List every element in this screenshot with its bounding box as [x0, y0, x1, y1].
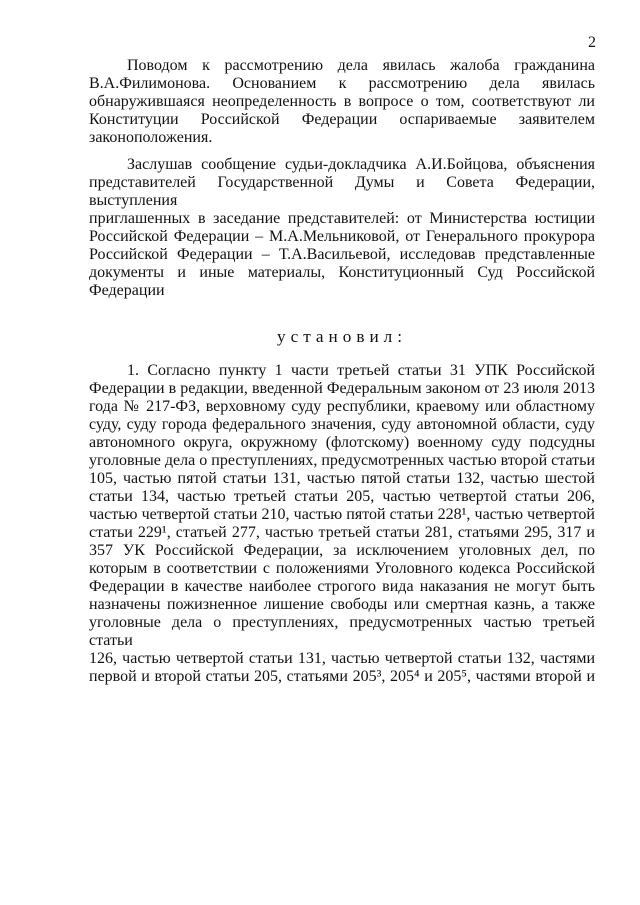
- text-line: года № 217-ФЗ, верховному суду республики, краевому или областному: [89, 398, 595, 416]
- text-line: суду, суду города федерального значения, суду автономной области, суду: [89, 416, 595, 434]
- text-line: Федерации в редакции, введенной Федеральным законом от 23 июля 2013: [89, 380, 595, 398]
- text-line: первой и второй статьи 205, статьями 205³, 205⁴ и 205⁵, частями второй и: [89, 668, 595, 686]
- text-line: частью четвертой статьи 210, частью пятой статьи 228¹, частью четвертой: [89, 506, 595, 524]
- text-line: Федерации в качестве наиболее строгого вида наказания не могут быть: [89, 578, 595, 596]
- text-line: представителей Государственной Думы и Совета Федерации, выступления: [89, 174, 595, 209]
- text-line: обнаружившаяся неопределенность в вопросе о том, соответствуют ли: [89, 93, 595, 110]
- text-line: Заслушав сообщение судьи-докладчика А.И.Бойцова, объяснения: [127, 156, 595, 173]
- text-line: В.А.Филимонова. Основанием к рассмотрению дела явилась: [89, 75, 595, 92]
- text-line: 105, частью пятой статьи 131, частью пятой статьи 132, частью шестой: [89, 470, 595, 488]
- paragraph-complaint: [89, 57, 595, 147]
- text-line: Российской Федерации – Т.А.Васильевой, исследовав представленные: [89, 246, 595, 263]
- section-heading: установил:: [276, 327, 408, 346]
- text-line: статьи 229¹, статьей 277, частью третьей статьи 281, статьями 295, 317 и: [89, 524, 595, 542]
- text-line: 357 УК Российской Федерации, за исключением уголовных дел, по: [89, 542, 595, 560]
- paragraph-ruling-1: [89, 362, 595, 686]
- text-line: документы и иные материалы, Конституционный Суд Российской Федерации: [89, 264, 595, 299]
- text-line: назначены пожизненное лишение свободы или смертная казнь, а также: [89, 596, 595, 614]
- text-line: 126, частью четвертой статьи 131, частью четвертой статьи 132, частями: [89, 650, 595, 668]
- paragraph-hearing: [89, 156, 595, 300]
- text-line: законоположения.: [89, 129, 213, 146]
- text-line: статьи 134, частью третьей статьи 205, частью четвертой статьи 206,: [89, 488, 595, 506]
- text-line: которым в соответствии с положениями Уголовного кодекса Российской: [89, 560, 595, 578]
- text-line: Конституции Российской Федерации оспариваемые заявителем: [89, 111, 595, 128]
- text-line: автономного округа, окружному (флотскому) военному суду подсудны: [89, 434, 595, 452]
- text-line: Российской Федерации – М.А.Мельниковой, от Генерального прокурора: [89, 228, 595, 245]
- text-line: 1. Согласно пункту 1 части третьей статьи 31 УПК Российской: [127, 362, 595, 380]
- text-line: уголовные дела о преступлениях, предусмотренных частью второй статьи: [89, 452, 595, 470]
- document-body: [89, 57, 595, 686]
- text-line: уголовные дела о преступлениях, предусмотренных частью третьей статьи: [89, 614, 595, 650]
- text-line: Поводом к рассмотрению дела явилась жалоба гражданина: [127, 57, 595, 74]
- page-number: 2: [588, 34, 596, 51]
- text-line: приглашенных в заседание представителей: от Министерства юстиции: [89, 210, 595, 227]
